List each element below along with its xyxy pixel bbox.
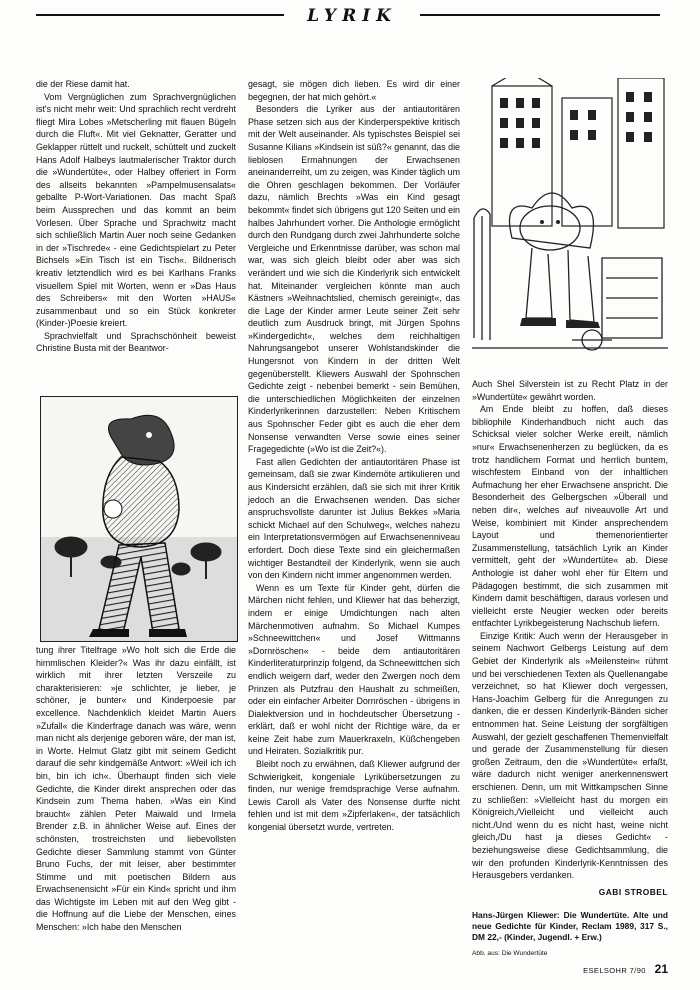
paragraph: Vom Vergnüglichen zum Sprachvergnüglichen ist's nicht mehr weit: Und sprachlich recht verdreht fliegt Mira Lobes »Metscherling mit flauen Bügeln durch die Fluft«. Mit viel Geknatter, Geratter und Geklapper rüttelt und ruckelt, schüttelt und zuckelt Hans Adolf Halbeys lautmalerischer Traktor durch die »Wundertüte«, oder Halbey offeriert in Form des allseits bekannten »Pampelmusensalats« geballte P-Wort-Variationen. Das macht Spaß beim Aussprechen und das kommt an beim Vorlesen. Über Sprache und Sprachwitz macht sich schließlich Martin Auer noch seine Gedanken in der »Tischrede« - eine Gedichtspielart zu Peter Bichsels »Ein Tisch ist ein Tisch«. Bildnerisch kreativ letztendlich wird es bei Karlhans Franks visuellem Spiel mit Worten, wenn er »Das Haus des Schreibers« mit den Worten »HAUS« zusammenbaut und so ein Stück konkreter (Kinder-)Poesie kreiert. xyxy=(36,91,236,329)
paragraph: Am Ende bleibt zu hoffen, daß dieses bibliophile Kinderhandbuch nicht auch das Schicksal vieler solcher Werke ereilt, nämlich »nur« Erwachsenenherzen zu beglücken, da es trotz handlichem Format und herrlich buntem, wischfestem Einband von der inhaltlichen Aufmachung her eher Erwachsene anspricht. Die Besonderheit des Gelbergschen »Überall und neben dir«, welches auf niveauvolle Art und Weise, kombiniert mit Kinder ansprechendem Layout und themenorientierter Zusammenstellung, tatsächlich Lyrik an Kinder vermittelt, geht der »Wundertüte« ab. Diese Anthologie ist daher wohl eher für Eltern und Pädagogen bestimmt, die sich zusammen mit Kindern damit beschäftigen, daraus vorlesen und vielleicht erste Neugier wecken oder bereits entfachter Lyrikbegeisterung Nachschub liefern. xyxy=(472,404,668,629)
magazine-issue: ESELSOHR 7/90 xyxy=(583,966,646,975)
article-column-2 xyxy=(248,78,460,834)
paragraph: Bleibt noch zu erwähnen, daß Kliewer aufgrund der Schwierigkeit, kongeniale Lyrikübersetzungen zu finden, nur wenige fremdsprachige Verse aufnahm. Lewis Caroll als Vater des Nonsense durfte nicht fehlen und ist mit dem »Zipferlaken«, der tatsächlich kongenial übersetzt wurde, vertreten. xyxy=(248,759,460,833)
page-footer xyxy=(583,962,668,976)
page-number: 21 xyxy=(654,962,668,976)
header-rule-left xyxy=(36,14,284,16)
paragraph: Einzige Kritik: Auch wenn der Herausgeber in seinem Nachwort Gelbergs Leistung auf dem Gebiet der Kinderlyrik als »Meilenstein« rühmt und bei verschiedenen Texten als Quellenangabe verzeichnet, so hat Kliewer doch vergessen, Hans-Joachim Gelberg für die Anregungen zu danken, die er dessen Kinderlyrik-Bänden sicher entnommen hat. Seine Leistung der sorgfältigen Auswahl, der gezielt geschaffenen Themenvielfalt und gerade der Zusammenstellung für diesen großen Zeitraum, den die »Wundertüte« erfaßt, wäre dadurch nicht weniger anerkennenswert erschienen. Denn, um mit Wittkampschen Sinne zu schließen: »Vielleicht hast du morgen ein Königreich,/Vielleicht und vielleicht auch nicht./Und wenn du es nicht hast, weine nicht gleich,/Du hast ja dieses Gedicht« - beziehungsweise diese Gedichtsammlung, die wir den profunden Kinderlyrik-Kenntnissen des Herausgebers verdanken. xyxy=(472,630,668,881)
article-column-1 xyxy=(36,78,236,355)
book-author: Hans-Jürgen Kliewer: xyxy=(472,910,564,921)
paragraph: gesagt, sie mögen dich lieben. Es wird dir einer begegnen, der hat mich gehört.« xyxy=(248,79,460,102)
paragraph: Auch Shel Silverstein ist zu Recht Platz in der »Wundertüte« gewährt worden. xyxy=(472,379,668,402)
paragraph: Fast allen Gedichten der antiautoritären Phase ist gemeinsam, daß sie zwar Kindernöte artikulieren und aus Kindersicht erzählen, daß sie sich mit ihrer Kritik jedoch an die Erwachsenen wenden. Das sicher anspruchsvollste darunter ist Julius Bekkes »Maria schickt Michael auf den Schulweg«, welches nahezu ein Interpretationsvermögen auf Erwachsenenniveau erfordert. Doch diese Texte sind ein gleichermaßen wichtiger Bestandteil der Kinderlyrik, wenn sie auch von den Kindern nicht immer angenommen werden. xyxy=(248,456,460,581)
paragraph: Wenn es um Texte für Kinder geht, dürfen die Märchen nicht fehlen, und Kliewer hat das beherzigt, indem er einige Umdichtungen nach alten Märchenmotiven aufnahm. So Michael Kumpes »Schneewittchen« und Josef Wittmanns »Dornröschen« - beide dem antiautoritären Kinderliteraturprinzip folgend, da Schneewittchen sich endlich weigern darf, weder den Zwergen noch dem Prinzen als Putzfrau den Haushalt zu schmeißen, oder ein einfacher Arbeiter Dornröschen - übrigens in Dialektversion und in hochdeutscher Übersetzung - erklärt, daß er wohl nicht der Richtige wäre, da er keine Zeit habe zum Mauerkraxeln, Küßchengeben und Heiraten. Sozialkritik pur. xyxy=(248,582,460,757)
header-rule-right xyxy=(420,14,660,16)
article-column-3 xyxy=(472,378,668,961)
section-header xyxy=(0,6,700,44)
illustration-city-scene xyxy=(472,78,668,372)
book-title: Die Wundertüte. xyxy=(563,910,630,921)
bear-illustration-graphic xyxy=(41,397,237,641)
paragraph: Besonders die Lyriker aus der antiautoritären Phase setzen sich aus der Kinderperspektive kritisch mit der Welt auseinander. Als typischstes Beispiel sei Susanne Kilians »Kindsein ist süß?« genannt, das die lieblosen Ermahnungen der Erwachsenen aneinanderreiht, um zu zeigen, was Kinder täglich um die Ohren geschlagen bekommen. Der Vorläufer dazu, nämlich Brechts »Was ein Kind gesagt bekommt« findet sich übrigens gut 120 Seiten und ein halbes Jahrhundert vorher. Die Anthologie ermöglicht durch den Rundgang durch zwei Jahrhunderte solche Vergleiche und Erkenntnisse darüber, was schon mal war, was sich gleich bleibt oder aber was sich verändert und wie sich die Kinderlyrik sich entwickelt hat. Miteinander vergleichen könnte man auch Kästners »Weihnachtslied, chemisch gereinigt«, das die Lage der Kinder armer Leute seiner Zeit sehr deutlich zum Ausdruck bringt, mit Jürgen Spohns »Kindergedicht«, welches dem reichhaltigen Nahrungsangebot unserer Wohlstandskinder die Hungersnot von Kindern in der dritten Welt gegenüberstellt. Kliewers Auswahl der Spohnschen Gedichte zeigt - nebenbei bemerkt - sein Bemühen, die unterschiedlichen Möglichkeiten der einzelnen Kinderlyrikerinnen darzustellen: Neben Kritischem aus Spohnscher Feder gibt es auch die eher dem Nonsense verwandten Verse sowie eines seiner Fragegedichte (»Wo ist die Zeit?«). xyxy=(248,104,460,455)
book-details: Alte und neue Gedichte für Kinder, Reclam 1989, 317 S., DM 22,- (Kinder, Jugendl. + Erw.) xyxy=(472,910,668,943)
paragraph: Sprachvielfalt und Sprachschönheit beweist Christine Busta mit der Beantwor- xyxy=(36,330,236,354)
illustration-bear-walking xyxy=(40,396,238,642)
picture-credit: Abb. aus: Die Wundertüte xyxy=(472,950,548,958)
book-reference xyxy=(472,910,668,943)
section-title: LYRIK xyxy=(307,6,397,26)
city-illustration-graphic xyxy=(472,78,668,372)
paragraph: tung ihrer Titelfrage »Wo holt sich die Erde die himmlischen Kleider?« Was ihr dazu einfällt, ist wirklich mit ihrer letzten Verszeile zu charakterisieren: »je schlichter, je lieber, je schöner, je bunter« und Kinderpoesie par excellence. Nachdenklich kleidet Martin Auers »Zufall« die Kinderfrage danach was wäre, wenn man nicht als derjenige geboren wäre, der man ist, in Worte. Helmut Glatz gibt mit seinem Gedicht darauf die sehr kindgemäße Antwort: »Weil ich ich bin, bin ich ich«. Überhaupt finden sich viele Gedichte, die Kinder direkt ansprechen oder das Kindsein zum Thema haben. »Was ein Kind braucht« zählen Peter Maiwald und Irmela Brender z.B. in ähnlicher Weise auf. Eines der schönsten, trostreichsten und liebevollsten Gedichte dieser Sammlung stammt von Günter Bruno Fuchs, der mit leiser, aber bestimmter Stimme und mit poetischen Bildern aus Erwachsenensicht »Für ein Kind« spricht und ihm das Wichtigste im Leben mit auf den Weg gibt - die Hoffnung auf die Liebe der Menschen, eines Menschen: »Ich habe den Menschen xyxy=(36,645,236,933)
paragraph: die der Riese damit hat. xyxy=(36,79,130,89)
author-credit: GABI STROBEL xyxy=(598,886,668,897)
article-column-1-continued xyxy=(36,644,236,934)
